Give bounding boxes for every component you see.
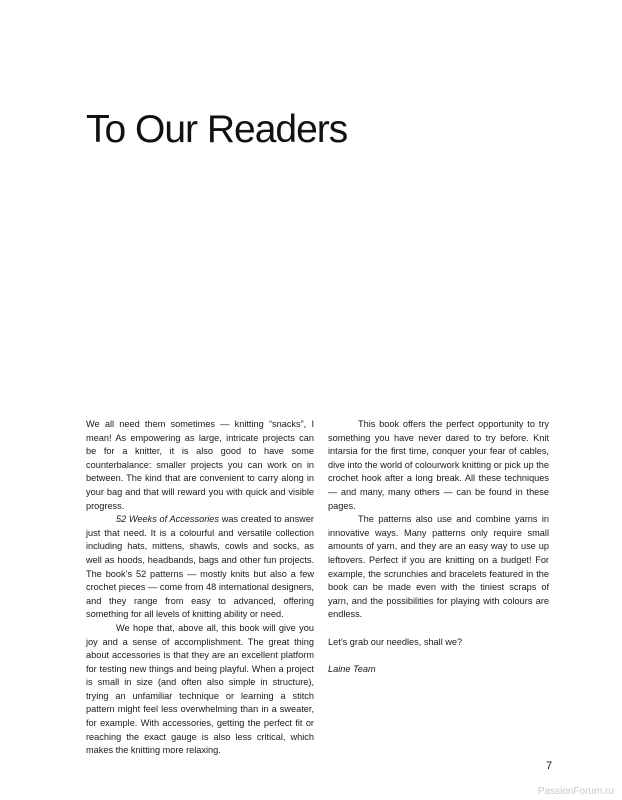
- accessories-paragraph: We hope that, above all, this book will give you joy and a sense of accomplishment. The great thing about accessories is that they are an excellent platform for testing new things and being playful. When a project is small in size (and often also simple in structure), trying an unfamiliar technique or learning a stitch pattern might feel less overwhelming than in a sweater, for example. With accessories, getting the perfect fit or reaching the exact gauge is also less critical, which makes the knitting more relaxing.: [86, 622, 314, 756]
- book-description-paragraph: [86, 513, 314, 622]
- watermark: PassionForum.ru: [537, 786, 614, 797]
- left-text-column: [86, 418, 314, 758]
- yarn-paragraph: The patterns also use and combine yarns in innovative ways. Many patterns only require small amounts of yarn, and they are an easy way to use up leftovers. Perfect if you are knitting on a budget! For example, the scrunchies and bracelets featured in the book can be made even with the tiniest scraps of yarn, and the possibilities for playing with colours are endless.: [328, 514, 549, 620]
- signature: Laine Team: [328, 663, 376, 674]
- page-title: To Our Readers: [86, 108, 348, 151]
- opportunity-paragraph: This book offers the perfect opportunity to try something you have never dared to try before. Knit intarsia for the first time, conquer your fear of cables, dive into the world of colourwork knitting or pick up the crochet hook after a long break. All these techniques — and many, many others — can be found in these pages.: [328, 419, 549, 511]
- right-text-column: [328, 418, 549, 676]
- book-description-text: was created to answer just that need. It is a colourful and versatile collection including hats, mittens, shawls, cowls and socks, as well as hoods, headbands, bags and other fun projects. The book’s 52 patterns — mostly knits but also a few crochet pieces — come from 48 international designers, and they range from easy to advanced, offering something for all levels of knitting ability or need.: [86, 514, 314, 620]
- closing-line: Let’s grab our needles, shall we?: [328, 636, 463, 647]
- page-number: 7: [546, 760, 553, 772]
- book-title: 52 Weeks of Accessories: [116, 514, 220, 525]
- intro-paragraph: We all need them sometimes — knitting “snacks”, I mean! As empowering as large, intricate projects can be for a knitter, it is also good to have some counterbalance: smaller projects you can work on in between. The kind that are convenient to carry along in your bag and that will reward you with quick and visible progress.: [86, 419, 314, 511]
